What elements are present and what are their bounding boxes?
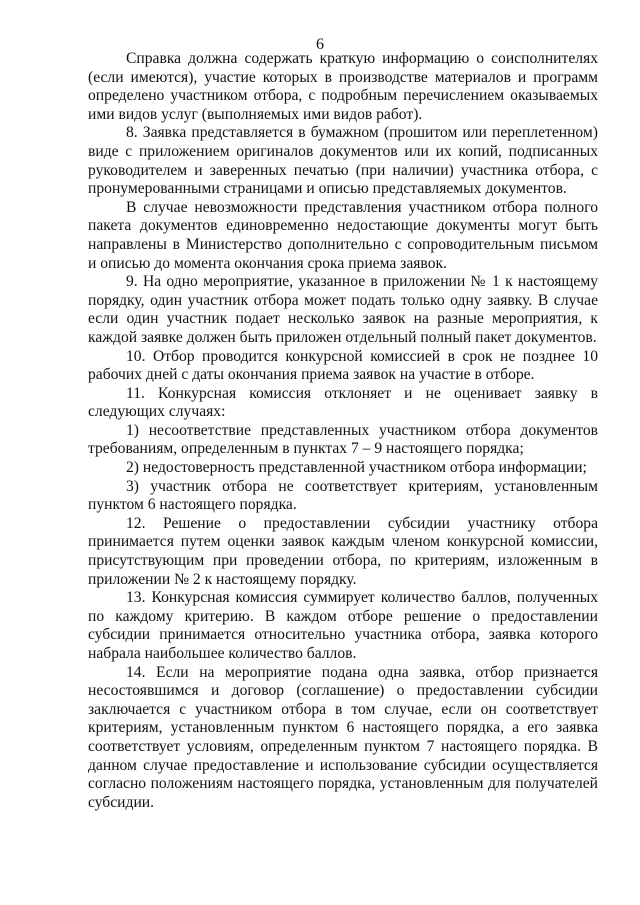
page-number: 6 [316,36,324,53]
paragraph-item-11: 11. Конкурсная комиссия отклоняет и не оценивает заявку в следующих случаях: [88,384,598,421]
document-body [88,50,598,812]
paragraph-missing-documents: В случае невозможности представления участником отбора полного пакета документов единовременно недостающие документы могут быть направлены в Министерство дополнительно с сопроводительным письмом и описью до момента окончания срока приема заявок. [88,198,598,272]
paragraph-certificate-info: Справка должна содержать краткую информацию о соисполнителях (если имеются), участие которых в производстве материалов и программ определено участником отбора, с подробным перечислением оказываемых ими видов услуг (выполняемых ими видов работ). [88,50,598,123]
paragraph-item-9: 9. На одно мероприятие, указанное в приложении № 1 к настоящему порядку, один участник отбора может подать только одну заявку. В случае если один участник подает несколько заявок на разные мероприятия, к каждой заявке должен быть приложен отдельный полный пакет документов. [88,273,598,346]
paragraph-item-14: 14. Если на мероприятие подана одна заявка, отбор признается несостоявшимся и договор (соглашение) о предоставлении субсидии заключается с участником отбора в том случае, если он соответствует критериям, установленным пунктом 6 настоящего порядка, а его заявка соответствует условиям, определенным пунктом 7 настоящего порядка. В данном случае предоставление и использование субсидии осуществляется согласно положениям настоящего порядка, установленным для получателей субсидии. [88,663,598,811]
paragraph-item-10: 10. Отбор проводится конкурсной комиссией в срок не позднее 10 рабочих дней с даты окончания приема заявок на участие в отборе. [88,347,598,384]
paragraph-item-13: 13. Конкурсная комиссия суммирует количество баллов, полученных по каждому критерию. В каждом отборе решение о предоставлении субсидии принимается относительно участника отбора, заявка которого набрала наибольшее количество баллов. [88,589,598,662]
list-item: 1) несоответствие представленных участником отбора документов требованиям, определенным в пунктах 7 – 9 настоящего порядка; [88,421,598,458]
reject-cases-list [88,422,598,515]
list-item: 2) недостоверность представленной участником отбора информации; [126,459,587,477]
paragraph-item-12: 12. Решение о предоставлении субсидии участнику отбора принимается путем оценки заявок каждым членом конкурсной комиссии, присутствующим при проведении отбора, по критериям, изложенным в приложении № 2 к настоящему порядку. [88,514,598,588]
paragraph-item-8: 8. Заявка представляется в бумажном (прошитом или переплетенном) виде с приложением оригиналов документов или их копий, подписанных руководителем и заверенных печатью (при наличии) участника отбора, с пронумерованными страницами и описью представляемых документов. [88,124,598,198]
list-item: 3) участник отбора не соответствует критериям, установленным пунктом 6 настоящего порядка. [88,477,598,514]
